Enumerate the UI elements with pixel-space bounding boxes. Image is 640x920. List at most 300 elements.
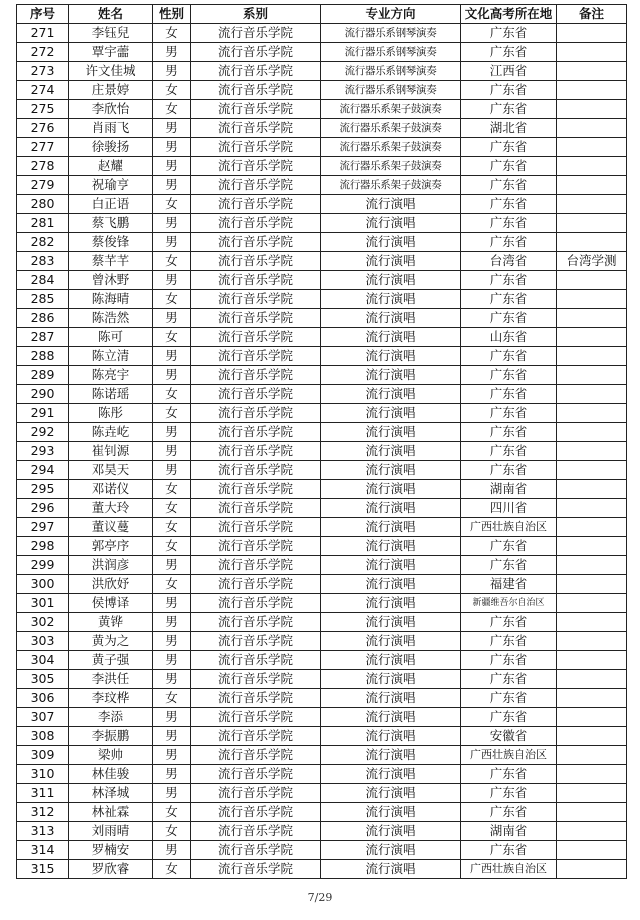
- table-row: [17, 803, 627, 822]
- cell-remarks: [557, 404, 627, 423]
- cell-department: 流行音乐学院: [191, 556, 321, 575]
- cell-exam-location: 广东省: [461, 347, 557, 366]
- cell-exam-location: 广东省: [461, 423, 557, 442]
- cell-name: 李添: [69, 708, 153, 727]
- cell-remarks: [557, 81, 627, 100]
- table-row: [17, 461, 627, 480]
- cell-gender: 男: [153, 62, 191, 81]
- cell-department: 流行音乐学院: [191, 138, 321, 157]
- cell-index: 310: [17, 765, 69, 784]
- cell-major: 流行演唱: [321, 651, 461, 670]
- cell-remarks: [557, 632, 627, 651]
- cell-department: 流行音乐学院: [191, 518, 321, 537]
- cell-exam-location: 湖南省: [461, 822, 557, 841]
- cell-exam-location: 广东省: [461, 24, 557, 43]
- cell-exam-location: 广东省: [461, 556, 557, 575]
- cell-name: 李钰兒: [69, 24, 153, 43]
- table-row: [17, 746, 627, 765]
- cell-remarks: [557, 195, 627, 214]
- cell-gender: 男: [153, 43, 191, 62]
- cell-department: 流行音乐学院: [191, 366, 321, 385]
- table-row: [17, 480, 627, 499]
- cell-department: 流行音乐学院: [191, 765, 321, 784]
- cell-name: 陈立清: [69, 347, 153, 366]
- cell-exam-location: 广西壮族自治区: [461, 746, 557, 765]
- cell-department: 流行音乐学院: [191, 442, 321, 461]
- cell-name: 蔡飞鹏: [69, 214, 153, 233]
- cell-index: 306: [17, 689, 69, 708]
- cell-index: 273: [17, 62, 69, 81]
- cell-department: 流行音乐学院: [191, 499, 321, 518]
- cell-exam-location: 广东省: [461, 670, 557, 689]
- cell-index: 308: [17, 727, 69, 746]
- cell-exam-location: 广东省: [461, 81, 557, 100]
- cell-name: 董议蔓: [69, 518, 153, 537]
- cell-exam-location: 广东省: [461, 157, 557, 176]
- cell-department: 流行音乐学院: [191, 537, 321, 556]
- cell-department: 流行音乐学院: [191, 385, 321, 404]
- cell-name: 梁帅: [69, 746, 153, 765]
- cell-exam-location: 广东省: [461, 43, 557, 62]
- table-row: [17, 632, 627, 651]
- cell-index: 299: [17, 556, 69, 575]
- cell-name: 罗楠安: [69, 841, 153, 860]
- table-row: [17, 537, 627, 556]
- cell-major: 流行演唱: [321, 233, 461, 252]
- cell-name: 白正语: [69, 195, 153, 214]
- cell-exam-location: 湖北省: [461, 119, 557, 138]
- cell-index: 298: [17, 537, 69, 556]
- cell-name: 侯博译: [69, 594, 153, 613]
- table-row: [17, 708, 627, 727]
- cell-exam-location: 广东省: [461, 689, 557, 708]
- cell-index: 300: [17, 575, 69, 594]
- cell-name: 郭亭序: [69, 537, 153, 556]
- table-row: [17, 518, 627, 537]
- cell-major: 流行演唱: [321, 803, 461, 822]
- table-header-row: [17, 5, 627, 24]
- table-row: [17, 423, 627, 442]
- cell-gender: 女: [153, 518, 191, 537]
- cell-major: 流行演唱: [321, 404, 461, 423]
- cell-gender: 男: [153, 727, 191, 746]
- cell-major: 流行演唱: [321, 461, 461, 480]
- cell-index: 279: [17, 176, 69, 195]
- table-row: [17, 119, 627, 138]
- cell-department: 流行音乐学院: [191, 689, 321, 708]
- cell-exam-location: 广东省: [461, 385, 557, 404]
- cell-index: 304: [17, 651, 69, 670]
- cell-remarks: [557, 233, 627, 252]
- cell-index: 276: [17, 119, 69, 138]
- cell-major: 流行器乐系架子鼓演奏: [321, 176, 461, 195]
- cell-index: 282: [17, 233, 69, 252]
- cell-department: 流行音乐学院: [191, 613, 321, 632]
- cell-remarks: [557, 423, 627, 442]
- cell-exam-location: 广东省: [461, 100, 557, 119]
- cell-name: 陈浩然: [69, 309, 153, 328]
- cell-name: 罗欣睿: [69, 860, 153, 879]
- cell-index: 303: [17, 632, 69, 651]
- cell-index: 283: [17, 252, 69, 271]
- cell-remarks: [557, 385, 627, 404]
- cell-major: 流行演唱: [321, 385, 461, 404]
- cell-exam-location: 广东省: [461, 442, 557, 461]
- cell-department: 流行音乐学院: [191, 784, 321, 803]
- cell-index: 274: [17, 81, 69, 100]
- cell-department: 流行音乐学院: [191, 214, 321, 233]
- cell-remarks: [557, 24, 627, 43]
- cell-name: 陈亮宇: [69, 366, 153, 385]
- table-row: [17, 233, 627, 252]
- cell-exam-location: 广东省: [461, 138, 557, 157]
- cell-index: 312: [17, 803, 69, 822]
- table-row: [17, 670, 627, 689]
- cell-department: 流行音乐学院: [191, 309, 321, 328]
- cell-name: 陈海晴: [69, 290, 153, 309]
- cell-exam-location: 广东省: [461, 195, 557, 214]
- cell-index: 302: [17, 613, 69, 632]
- header-major: 专业方向: [321, 5, 461, 24]
- cell-major: 流行演唱: [321, 537, 461, 556]
- cell-gender: 男: [153, 556, 191, 575]
- table-row: [17, 195, 627, 214]
- cell-major: 流行演唱: [321, 556, 461, 575]
- cell-major: 流行演唱: [321, 708, 461, 727]
- cell-gender: 女: [153, 499, 191, 518]
- cell-gender: 男: [153, 461, 191, 480]
- cell-gender: 男: [153, 366, 191, 385]
- cell-major: 流行器乐系架子鼓演奏: [321, 119, 461, 138]
- cell-index: 289: [17, 366, 69, 385]
- cell-index: 280: [17, 195, 69, 214]
- cell-remarks: [557, 366, 627, 385]
- cell-major: 流行器乐系钢琴演奏: [321, 43, 461, 62]
- cell-gender: 女: [153, 252, 191, 271]
- table-row: [17, 100, 627, 119]
- cell-name: 陈可: [69, 328, 153, 347]
- table-row: [17, 214, 627, 233]
- cell-department: 流行音乐学院: [191, 157, 321, 176]
- cell-department: 流行音乐学院: [191, 24, 321, 43]
- cell-exam-location: 广东省: [461, 290, 557, 309]
- cell-major: 流行演唱: [321, 841, 461, 860]
- table-row: [17, 62, 627, 81]
- table-row: [17, 575, 627, 594]
- cell-name: 李欣怡: [69, 100, 153, 119]
- table-row: [17, 860, 627, 879]
- cell-name: 李玟桦: [69, 689, 153, 708]
- cell-exam-location: 广东省: [461, 366, 557, 385]
- table-row: [17, 556, 627, 575]
- table-row: [17, 157, 627, 176]
- cell-name: 赵耀: [69, 157, 153, 176]
- cell-department: 流行音乐学院: [191, 727, 321, 746]
- table-row: [17, 366, 627, 385]
- cell-gender: 女: [153, 803, 191, 822]
- cell-department: 流行音乐学院: [191, 195, 321, 214]
- cell-index: 309: [17, 746, 69, 765]
- header-index: 序号: [17, 5, 69, 24]
- cell-remarks: [557, 860, 627, 879]
- cell-exam-location: 江西省: [461, 62, 557, 81]
- cell-name: 覃宇蘦: [69, 43, 153, 62]
- cell-major: 流行演唱: [321, 309, 461, 328]
- cell-department: 流行音乐学院: [191, 480, 321, 499]
- cell-department: 流行音乐学院: [191, 328, 321, 347]
- cell-major: 流行器乐系架子鼓演奏: [321, 100, 461, 119]
- cell-exam-location: 广东省: [461, 841, 557, 860]
- cell-index: 286: [17, 309, 69, 328]
- table-row: [17, 651, 627, 670]
- cell-gender: 女: [153, 195, 191, 214]
- cell-index: 313: [17, 822, 69, 841]
- cell-department: 流行音乐学院: [191, 423, 321, 442]
- cell-gender: 男: [153, 708, 191, 727]
- cell-remarks: [557, 62, 627, 81]
- cell-major: 流行器乐系钢琴演奏: [321, 24, 461, 43]
- cell-remarks: [557, 746, 627, 765]
- cell-major: 流行演唱: [321, 518, 461, 537]
- cell-gender: 男: [153, 746, 191, 765]
- table-row: [17, 613, 627, 632]
- cell-remarks: [557, 442, 627, 461]
- table-row: [17, 385, 627, 404]
- cell-remarks: [557, 157, 627, 176]
- cell-index: 301: [17, 594, 69, 613]
- cell-remarks: [557, 841, 627, 860]
- cell-exam-location: 福建省: [461, 575, 557, 594]
- cell-index: 277: [17, 138, 69, 157]
- cell-remarks: [557, 119, 627, 138]
- cell-remarks: [557, 480, 627, 499]
- cell-department: 流行音乐学院: [191, 119, 321, 138]
- table-row: [17, 176, 627, 195]
- cell-gender: 男: [153, 271, 191, 290]
- cell-remarks: [557, 328, 627, 347]
- cell-major: 流行器乐系架子鼓演奏: [321, 157, 461, 176]
- cell-name: 李洪任: [69, 670, 153, 689]
- cell-name: 陈诺瑶: [69, 385, 153, 404]
- cell-name: 曾沐野: [69, 271, 153, 290]
- cell-major: 流行演唱: [321, 822, 461, 841]
- cell-department: 流行音乐学院: [191, 461, 321, 480]
- cell-exam-location: 广东省: [461, 214, 557, 233]
- cell-department: 流行音乐学院: [191, 100, 321, 119]
- cell-name: 黄子强: [69, 651, 153, 670]
- table-row: [17, 309, 627, 328]
- cell-index: 296: [17, 499, 69, 518]
- cell-gender: 女: [153, 860, 191, 879]
- cell-department: 流行音乐学院: [191, 651, 321, 670]
- table-row: [17, 138, 627, 157]
- cell-index: 297: [17, 518, 69, 537]
- cell-exam-location: 广东省: [461, 233, 557, 252]
- cell-department: 流行音乐学院: [191, 233, 321, 252]
- table-row: [17, 328, 627, 347]
- cell-index: 295: [17, 480, 69, 499]
- cell-remarks: [557, 214, 627, 233]
- cell-remarks: [557, 727, 627, 746]
- cell-gender: 男: [153, 442, 191, 461]
- cell-department: 流行音乐学院: [191, 670, 321, 689]
- cell-name: 肖雨飞: [69, 119, 153, 138]
- cell-gender: 男: [153, 214, 191, 233]
- table-row: [17, 404, 627, 423]
- cell-major: 流行演唱: [321, 195, 461, 214]
- cell-department: 流行音乐学院: [191, 290, 321, 309]
- cell-name: 陈垚屹: [69, 423, 153, 442]
- cell-major: 流行演唱: [321, 252, 461, 271]
- cell-gender: 男: [153, 632, 191, 651]
- cell-index: 311: [17, 784, 69, 803]
- cell-remarks: [557, 822, 627, 841]
- cell-department: 流行音乐学院: [191, 575, 321, 594]
- table-row: [17, 841, 627, 860]
- cell-major: 流行器乐系架子鼓演奏: [321, 138, 461, 157]
- cell-name: 黄铧: [69, 613, 153, 632]
- cell-name: 李振鹏: [69, 727, 153, 746]
- cell-gender: 女: [153, 575, 191, 594]
- table-row: [17, 784, 627, 803]
- cell-gender: 男: [153, 670, 191, 689]
- cell-major: 流行演唱: [321, 594, 461, 613]
- cell-exam-location: 湖南省: [461, 480, 557, 499]
- cell-exam-location: 广东省: [461, 176, 557, 195]
- cell-index: 291: [17, 404, 69, 423]
- cell-gender: 男: [153, 651, 191, 670]
- cell-index: 287: [17, 328, 69, 347]
- cell-gender: 女: [153, 404, 191, 423]
- cell-gender: 男: [153, 119, 191, 138]
- cell-exam-location: 广东省: [461, 803, 557, 822]
- table-row: [17, 499, 627, 518]
- cell-department: 流行音乐学院: [191, 62, 321, 81]
- page-number: 7/29: [307, 891, 333, 904]
- cell-exam-location: 广东省: [461, 632, 557, 651]
- cell-exam-location: 广东省: [461, 765, 557, 784]
- table-row: [17, 81, 627, 100]
- cell-major: 流行演唱: [321, 765, 461, 784]
- cell-gender: 男: [153, 233, 191, 252]
- cell-gender: 男: [153, 841, 191, 860]
- table-row: [17, 43, 627, 62]
- cell-remarks: [557, 689, 627, 708]
- cell-exam-location: 广东省: [461, 651, 557, 670]
- cell-gender: 男: [153, 157, 191, 176]
- cell-department: 流行音乐学院: [191, 176, 321, 195]
- cell-exam-location: 山东省: [461, 328, 557, 347]
- cell-exam-location: 广西壮族自治区: [461, 518, 557, 537]
- cell-remarks: [557, 803, 627, 822]
- cell-gender: 男: [153, 176, 191, 195]
- cell-index: 288: [17, 347, 69, 366]
- cell-department: 流行音乐学院: [191, 347, 321, 366]
- cell-name: 徐骏扬: [69, 138, 153, 157]
- cell-department: 流行音乐学院: [191, 404, 321, 423]
- cell-gender: 女: [153, 100, 191, 119]
- cell-name: 许文佳城: [69, 62, 153, 81]
- cell-department: 流行音乐学院: [191, 271, 321, 290]
- cell-major: 流行演唱: [321, 290, 461, 309]
- cell-remarks: [557, 100, 627, 119]
- header-gender: 性别: [153, 5, 191, 24]
- cell-name: 蔡俊锋: [69, 233, 153, 252]
- cell-department: 流行音乐学院: [191, 708, 321, 727]
- cell-index: 314: [17, 841, 69, 860]
- cell-department: 流行音乐学院: [191, 632, 321, 651]
- cell-department: 流行音乐学院: [191, 252, 321, 271]
- cell-exam-location: 安徽省: [461, 727, 557, 746]
- cell-gender: 男: [153, 613, 191, 632]
- header-remarks: 备注: [557, 5, 627, 24]
- cell-remarks: [557, 784, 627, 803]
- cell-index: 315: [17, 860, 69, 879]
- cell-name: 蔡芊芊: [69, 252, 153, 271]
- cell-name: 邓昊天: [69, 461, 153, 480]
- cell-major: 流行演唱: [321, 328, 461, 347]
- cell-major: 流行演唱: [321, 271, 461, 290]
- cell-name: 林祉霖: [69, 803, 153, 822]
- cell-major: 流行演唱: [321, 727, 461, 746]
- cell-name: 祝瑜亨: [69, 176, 153, 195]
- table-row: [17, 727, 627, 746]
- table-row: [17, 442, 627, 461]
- cell-major: 流行演唱: [321, 442, 461, 461]
- cell-name: 洪欣妤: [69, 575, 153, 594]
- cell-gender: 女: [153, 328, 191, 347]
- cell-gender: 女: [153, 24, 191, 43]
- cell-gender: 男: [153, 784, 191, 803]
- cell-exam-location: 广东省: [461, 404, 557, 423]
- cell-index: 284: [17, 271, 69, 290]
- cell-remarks: [557, 347, 627, 366]
- cell-department: 流行音乐学院: [191, 822, 321, 841]
- cell-index: 271: [17, 24, 69, 43]
- cell-remarks: [557, 575, 627, 594]
- cell-remarks: [557, 461, 627, 480]
- cell-department: 流行音乐学院: [191, 841, 321, 860]
- cell-exam-location: 广东省: [461, 309, 557, 328]
- header-name: 姓名: [69, 5, 153, 24]
- cell-name: 洪润彦: [69, 556, 153, 575]
- cell-index: 290: [17, 385, 69, 404]
- cell-department: 流行音乐学院: [191, 803, 321, 822]
- cell-remarks: [557, 518, 627, 537]
- cell-name: 林佳骏: [69, 765, 153, 784]
- cell-exam-location: 台湾省: [461, 252, 557, 271]
- cell-remarks: [557, 290, 627, 309]
- table-row: [17, 271, 627, 290]
- cell-name: 崔钊源: [69, 442, 153, 461]
- cell-gender: 男: [153, 765, 191, 784]
- cell-major: 流行演唱: [321, 632, 461, 651]
- table-row: [17, 252, 627, 271]
- cell-index: 305: [17, 670, 69, 689]
- cell-exam-location: 广西壮族自治区: [461, 860, 557, 879]
- cell-index: 307: [17, 708, 69, 727]
- cell-major: 流行演唱: [321, 366, 461, 385]
- table-row: [17, 24, 627, 43]
- cell-major: 流行演唱: [321, 860, 461, 879]
- cell-remarks: [557, 499, 627, 518]
- cell-gender: 男: [153, 423, 191, 442]
- cell-remarks: [557, 765, 627, 784]
- table-row: [17, 822, 627, 841]
- cell-major: 流行演唱: [321, 423, 461, 442]
- header-department: 系别: [191, 5, 321, 24]
- cell-major: 流行演唱: [321, 575, 461, 594]
